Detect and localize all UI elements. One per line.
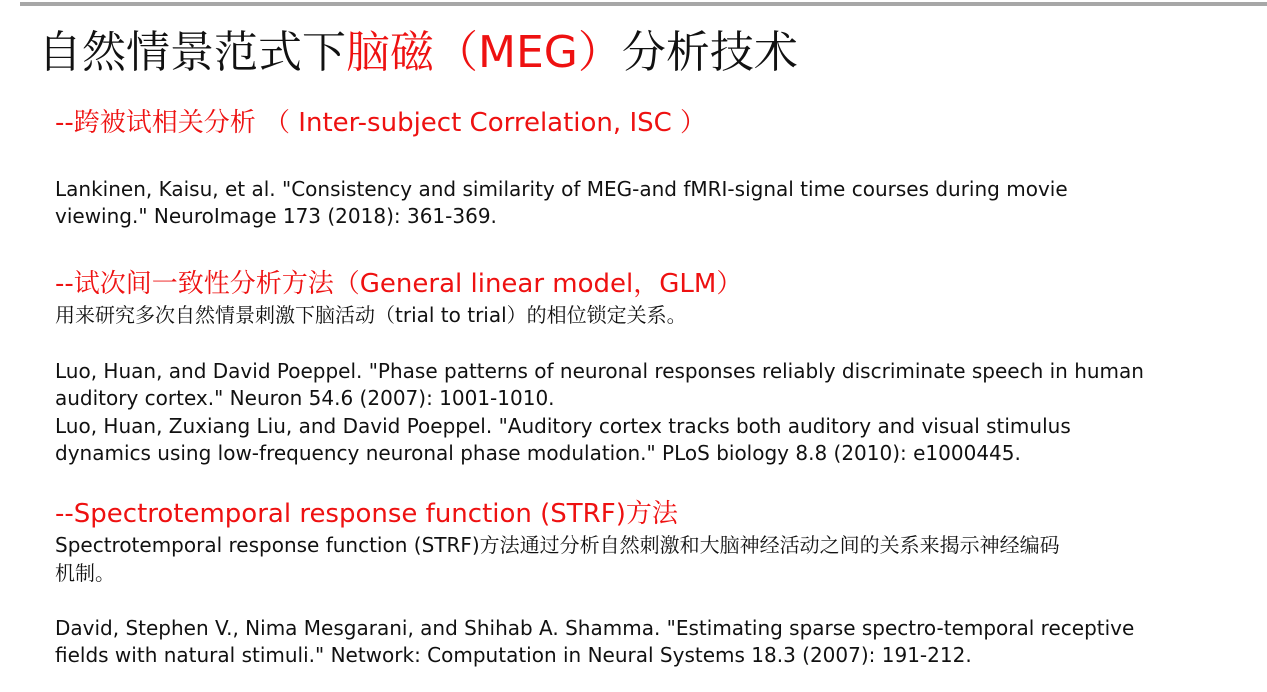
slide-title-suffix: 分析技术: [621, 27, 798, 78]
slide-title: [38, 26, 798, 80]
section-heading-strf: --Spectrotemporal response function (STRF)方法: [55, 499, 678, 529]
reference-line: Lankinen, Kaisu, et al. "Consistency and similarity of MEG-and fMRI-signal time courses during movie: [55, 177, 1068, 201]
reference-line: Luo, Huan, Zuxiang Liu, and David Poeppel. "Auditory cortex tracks both auditory and visual stimulus: [55, 414, 1071, 438]
slide-title-accent: 脑磁（MEG）: [346, 27, 622, 78]
section-description: 用来研究多次自然情景刺激下脑活动（trial to trial）的相位锁定关系。: [55, 303, 687, 327]
reference-line: dynamics using low-frequency neuronal phase modulation." PLoS biology 8.8 (2010): e1000445.: [55, 441, 1021, 465]
top-divider: [20, 2, 1267, 6]
reference-line: viewing." NeuroImage 173 (2018): 361-369.: [55, 204, 497, 228]
section-heading-isc: --跨被试相关分析 （ Inter-subject Correlation, ISC ）: [55, 108, 707, 138]
section-heading-glm: --试次间一致性分析方法（General linear model，GLM）: [55, 269, 743, 299]
section-description: 机制。: [55, 561, 115, 585]
reference-line: Luo, Huan, and David Poeppel. "Phase patterns of neuronal responses reliably discriminate speech in human: [55, 359, 1144, 383]
reference-line: auditory cortex." Neuron 54.6 (2007): 1001-1010.: [55, 386, 555, 410]
slide-title-prefix: 自然情景范式下: [38, 27, 346, 78]
section-description: Spectrotemporal response function (STRF)方法通过分析自然刺激和大脑神经活动之间的关系来揭示神经编码: [55, 533, 1060, 557]
reference-line: David, Stephen V., Nima Mesgarani, and Shihab A. Shamma. "Estimating sparse spectro-temporal receptive: [55, 616, 1135, 640]
reference-line: fields with natural stimuli." Network: Computation in Neural Systems 18.3 (2007): 191-212.: [55, 643, 972, 667]
